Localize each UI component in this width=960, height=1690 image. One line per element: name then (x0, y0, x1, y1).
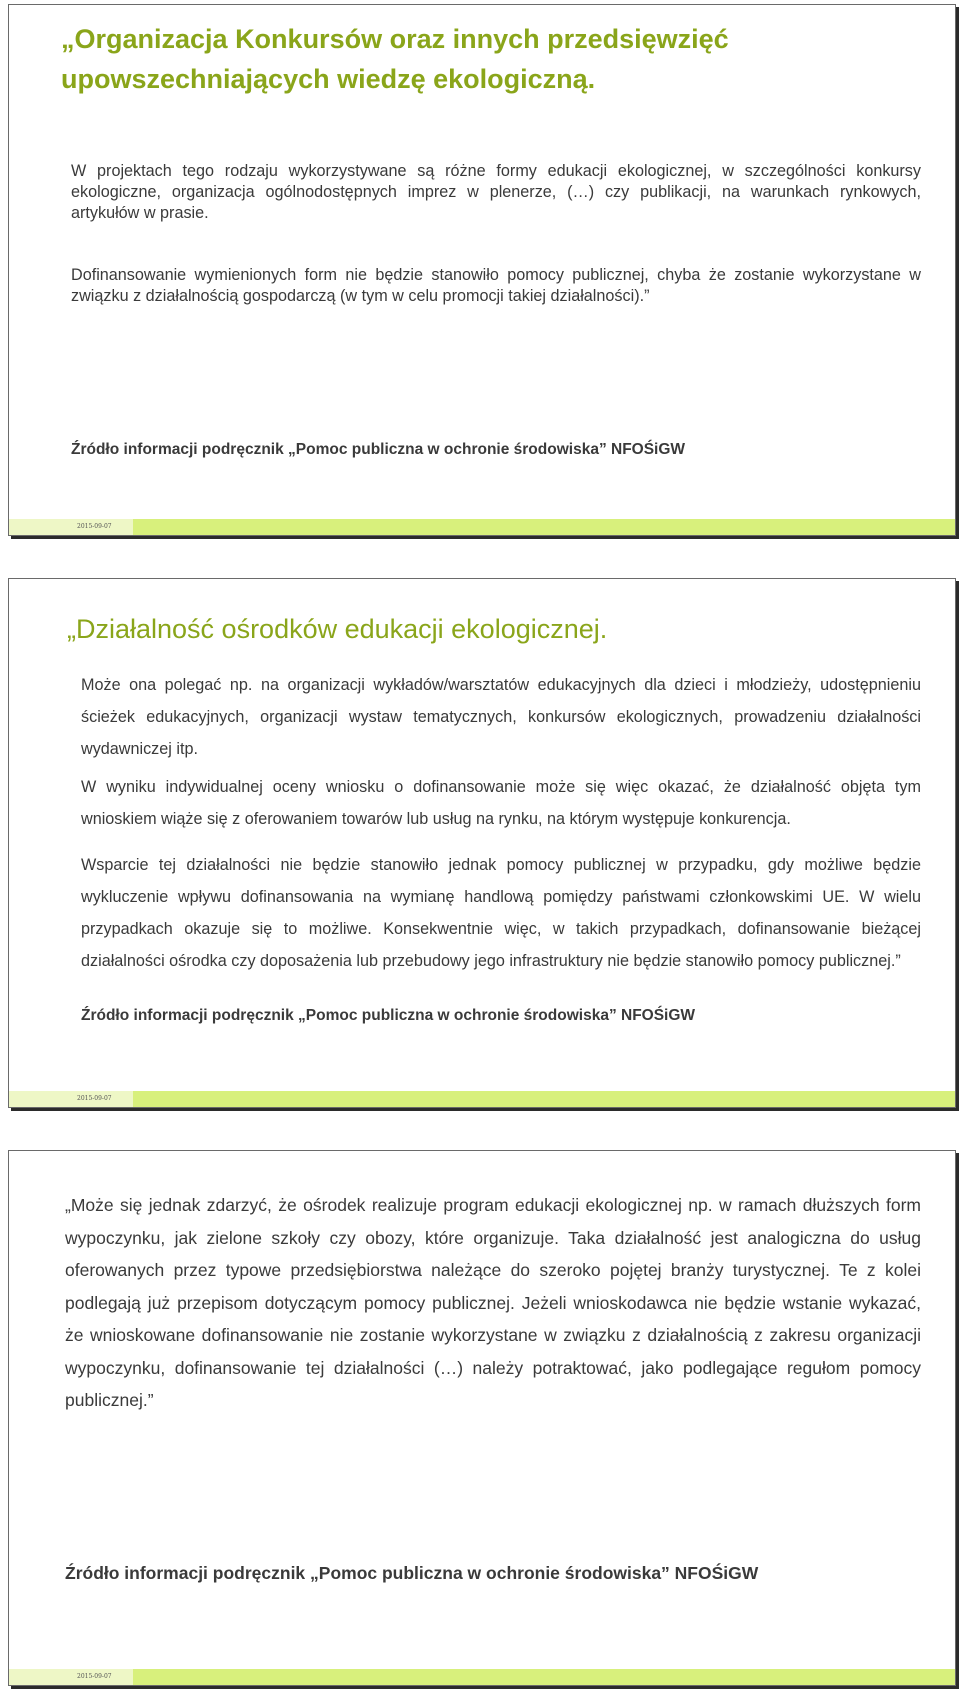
slide-1 (8, 4, 956, 536)
footer-left-band (9, 1669, 133, 1685)
slide-2 (8, 578, 956, 1108)
slide-3-paragraph-1: „Może się jednak zdarzyć, że ośrodek realizuje program edukacji ekologicznej np. w ramach dłuższych form wypoczynku, jak zielone szkoły czy obozy, które organizuje. Taka działalność jest analogiczna do usług oferowanych przez typowe przedsiębiorstwa należące do szeroko pojętej branży turystycznej. Te z kolei podlegają już przepisom dotyczącym pomocy publicznej. Jeżeli wnioskodawca nie będzie wstanie wykazać, że wnioskowane dofinansowanie nie zostanie wykorzystane w związku z działalnością z zakresu organizacji wypoczynku, dofinansowanie tej działalności (…) należy potraktować, jako podlegające regułom pomocy publicznej.” (65, 1195, 921, 1410)
slide-3-footer (9, 1669, 955, 1685)
slide-3-source: Źródło informacji podręcznik „Pomoc publiczna w ochronie środowiska” NFOŚiGW (65, 1563, 759, 1583)
slide-1-paragraph-1: W projektach tego rodzaju wykorzystywane są różne formy edukacji ekologicznej, w szczególności konkursy ekologiczne, organizacja ogólnodostępnych imprez w plenerze, (…) czy publikacji, na warunkach rynkowych, artykułów w prasie. (71, 162, 921, 222)
slide-2-footer (9, 1091, 955, 1107)
slide-1-date: 2015-09-07 (77, 523, 112, 530)
slide-3 (8, 1150, 956, 1686)
slide-2-title: „Działalność ośrodków edukacji ekologicznej. (67, 614, 608, 644)
footer-left-band (9, 1091, 133, 1107)
footer-right-band (133, 1091, 955, 1107)
slide-1-footer (9, 519, 955, 535)
slide-1-paragraph-2: Dofinansowanie wymienionych form nie będzie stanowiło pomocy publicznej, chyba że zostanie wykorzystane w związku z działalnością gospodarczą (w tym w celu promocji takiej działalności).” (71, 266, 921, 305)
slide-2-paragraph-3: Wsparcie tej działalności nie będzie stanowiło jednak pomocy publicznej w przypadku, gdy możliwe będzie wykluczenie wpływu dofinansowania na wymianę handlową pomiędzy państwami członkowskimi UE. W wielu przypadkach okazuje się to możliwe. Konsekwentnie więc, w takich przypadkach, dofinansowanie bieżącej działalności ośrodka czy doposażenia lub przebudowy jego infrastruktury nie będzie stanowiło pomocy publicznej.” (81, 856, 921, 970)
footer-left-band (9, 519, 133, 535)
slide-1-title: „Organizacja Konkursów oraz innych przedsięwzięć upowszechniających wiedzę ekologiczną. (61, 24, 729, 94)
slide-2-source: Źródło informacji podręcznik „Pomoc publiczna w ochronie środowiska” NFOŚiGW (81, 1007, 696, 1024)
slide-2-date: 2015-09-07 (77, 1095, 112, 1102)
footer-right-band (133, 1669, 955, 1685)
footer-right-band (133, 519, 955, 535)
slide-2-paragraph-2: W wyniku indywidualnej oceny wniosku o dofinansowanie może się więc okazać, że działalność objęta tym wnioskiem wiąże się z oferowaniem towarów lub usług na rynku, na którym występuje konkurencja. (81, 778, 921, 828)
slide-3-date: 2015-09-07 (77, 1673, 112, 1680)
slide-1-source: Źródło informacji podręcznik „Pomoc publiczna w ochronie środowiska” NFOŚiGW (71, 441, 686, 458)
slide-2-paragraph-1: Może ona polegać np. na organizacji wykładów/warsztatów edukacyjnych dla dzieci i młodzieży, udostępnieniu ścieżek edukacyjnych, organizacji wystaw tematycznych, konkursów ekologicznych, prowadzeniu działalności wydawniczej itp. (81, 676, 921, 758)
